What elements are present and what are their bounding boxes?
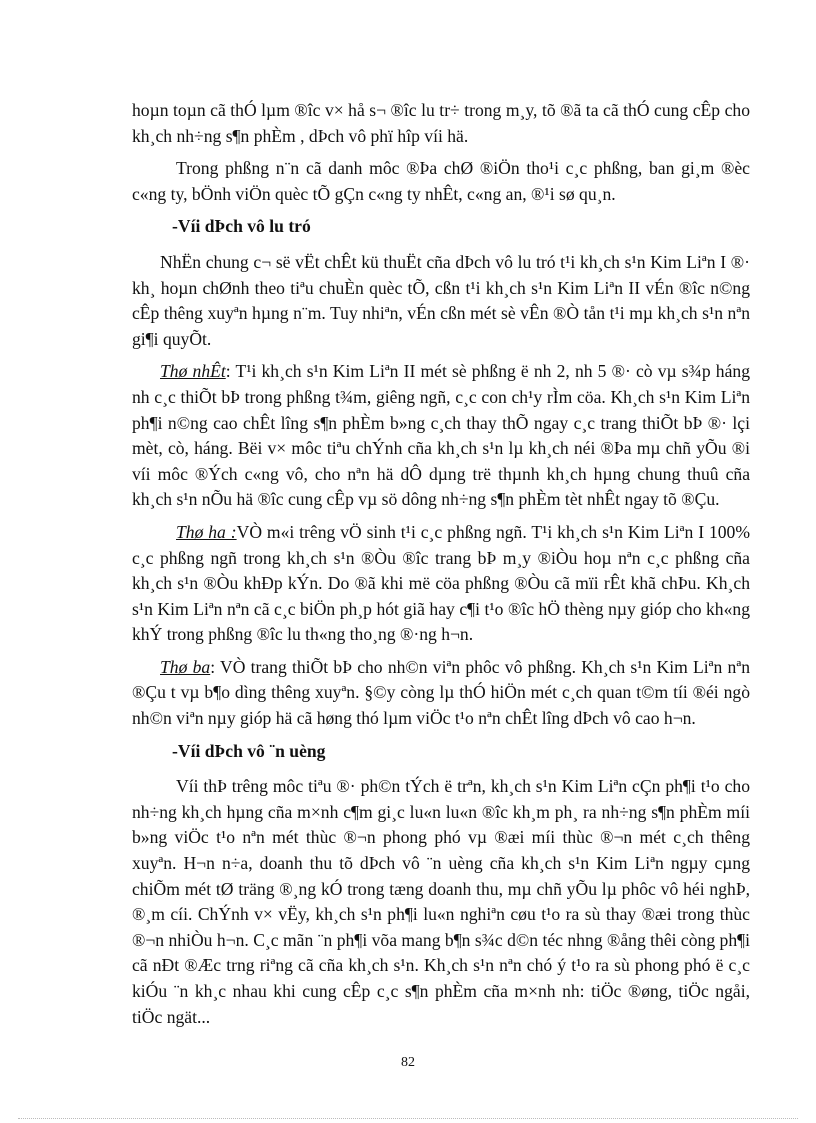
section-heading-accommodation: -Víi dÞch vô lu tró	[172, 216, 311, 237]
label-second: Thø ha :	[176, 521, 237, 542]
paragraph-5-text: VÒ m«i trêng vÖ sinh t¹i c¸c phßng ngñ. T¹i kh¸ch s¹n Kim Liªn I 100% c¸c phßng ngñ trong kh¸ch s¹n ®Òu ®îc trang bÞ m¸y ®iÒu hoµ nªn c¸c phßng cña kh¸ch s¹n ®Òu khÐp kÝn. Do ®ã khi më cöa phßng ®Òu cã mïi rÊt khã chÞu. Kh¸ch s¹n Kim Liªn nªn cã c¸c biÖn ph¸p hót giã hay c¶i t¹o ®îc hÖ thèng nµy gióp cho kh«ng khÝ trong phßng ®îc lu th«ng tho¸ng ®·ng h¬n.	[132, 521, 750, 645]
body-text	[132, 98, 750, 1037]
page-number: 82	[401, 1055, 415, 1070]
paragraph-5	[132, 520, 750, 648]
paragraph-4	[132, 359, 750, 513]
paragraph-7: Víi thÞ trêng môc tiªu ®· ph©n tÝch ë trªn, kh¸ch s¹n Kim Liªn cÇn ph¶i t¹o cho nh÷ng kh¸ch hµng cña m×nh c¶m gi¸c lu«n lu«n ®îc kh¸m ph¸ ra nh÷ng s¶n phÈm míi b»ng viÖc t¹o nªn mét thùc ®¬n phong phó vµ ®æi míi thùc ®¬n mét c¸ch thêng xuyªn. H¬n n÷a, doanh thu tõ dÞch vô ¨n uèng cña kh¸ch s¹n Kim Liªn ngµy cµng chiÕm mét tØ träng ®¸ng kÓ trong tæng doanh thu, mµ chñ yÕu lµ phôc vô héi nghÞ, ®¸m cíi. ChÝnh v× vËy, kh¸ch s¹n ph¶i lu«n nghiªn cøu t¹o ra sù thay ®æi trong thùc ®¬n nhiÒu h¬n. C¸c mãn ¨n ph¶i võa mang b¶n s¾c d©n téc nhng ®ång thêi còng ph¶i cã nÐt ®Æc trng riªng cã cña kh¸ch s¹n. Kh¸ch s¹n nªn chó ý t¹o ra sù phong phó ë c¸c kiÓu ¨n kh¸c nhau khi cung cÊp c¸c s¶n phÈm cña m×nh nh: tiÖc ®øng, tiÖc ngåi, tiÖc ngät...	[132, 776, 750, 1027]
paragraph-1: hoµn toµn cã thÓ lµm ®îc v× hå s¬ ®îc lu tr÷ trong m¸y, tõ ®ã ta cã thÓ cung cÊp cho kh¸ch nh÷ng s¶n phÈm , dÞch vô phï hîp víi hä.	[132, 100, 750, 146]
label-first: Thø nhÊt	[160, 361, 226, 382]
paragraph-4-text: : T¹i kh¸ch s¹n Kim Liªn II mét sè phßng ë nh 2, nh 5 ®· cò vµ s¾p háng nh c¸c thiÕt bÞ trong phßng t¾m, giêng ngñ, c¸c con ch¹y rÌm cöa. Kh¸ch s¹n Kim Liªn ph¶i n©ng cao chÊt lîng s¶n phÈm b»ng c¸ch thay thÕ ngay c¸c trang thiÕt bÞ ®· lçi mèt, cò, háng. Bëi v× môc tiªu chÝnh cña kh¸ch s¹n lµ kh¸ch néi ®Þa mµ chñ yÕu ®i víi môc ®Ých c«ng vô, cho nªn hä dÔ dµng trë thµnh kh¸ch hµng chung thuû cña kh¸ch s¹n nÕu hä ®îc cung cÊp vµ sö dông nh÷ng s¶n phÈm tèt nhÊt ngay tõ ®Çu.	[132, 361, 750, 510]
section-heading-dining: -Víi dÞch vô ¨n uèng	[172, 740, 326, 761]
bottom-divider	[18, 1118, 798, 1119]
paragraph-3: NhËn chung c¬ së vËt chÊt kü thuËt cña dÞch vô lu tró t¹i kh¸ch s¹n Kim Liªn I ®· kh¸ hoµn chØnh theo tiªu chuÈn quèc tÕ, cßn t¹i kh¸ch s¹n Kim Liªn II vÉn ®îc n©ng cÊp thêng xuyªn hµng n¨m. Tuy nhiªn, vÉn cßn mét sè vÊn ®Ò tån t¹i mµ kh¸ch s¹n nªn gi¶i quyÕt.	[132, 251, 750, 349]
label-third: Thø ba	[160, 656, 211, 677]
paragraph-6-text: : VÒ trang thiÕt bÞ cho nh©n viªn phôc vô phßng. Kh¸ch s¹n Kim Liªn nªn ®Çu t vµ b¶o dìng thêng xuyªn. §©y còng lµ thÓ hiÖn mét c¸ch quan t©m tíi ®éi ngò nh©n viªn nµy gióp hä cã høng thó lµm viÖc t¹o nªn chÊt lîng dÞch vô cao h¬n.	[132, 656, 750, 729]
paragraph-2: Trong phßng n¨n cã danh môc ®Þa chØ ®iÖn tho¹i c¸c phßng, ban gi¸m ®èc c«ng ty, bÖnh viÖn quèc tÕ gÇn c«ng ty nhÊt, c«ng an, ®¹i sø qu¸n.	[132, 158, 750, 204]
paragraph-6	[132, 655, 750, 732]
